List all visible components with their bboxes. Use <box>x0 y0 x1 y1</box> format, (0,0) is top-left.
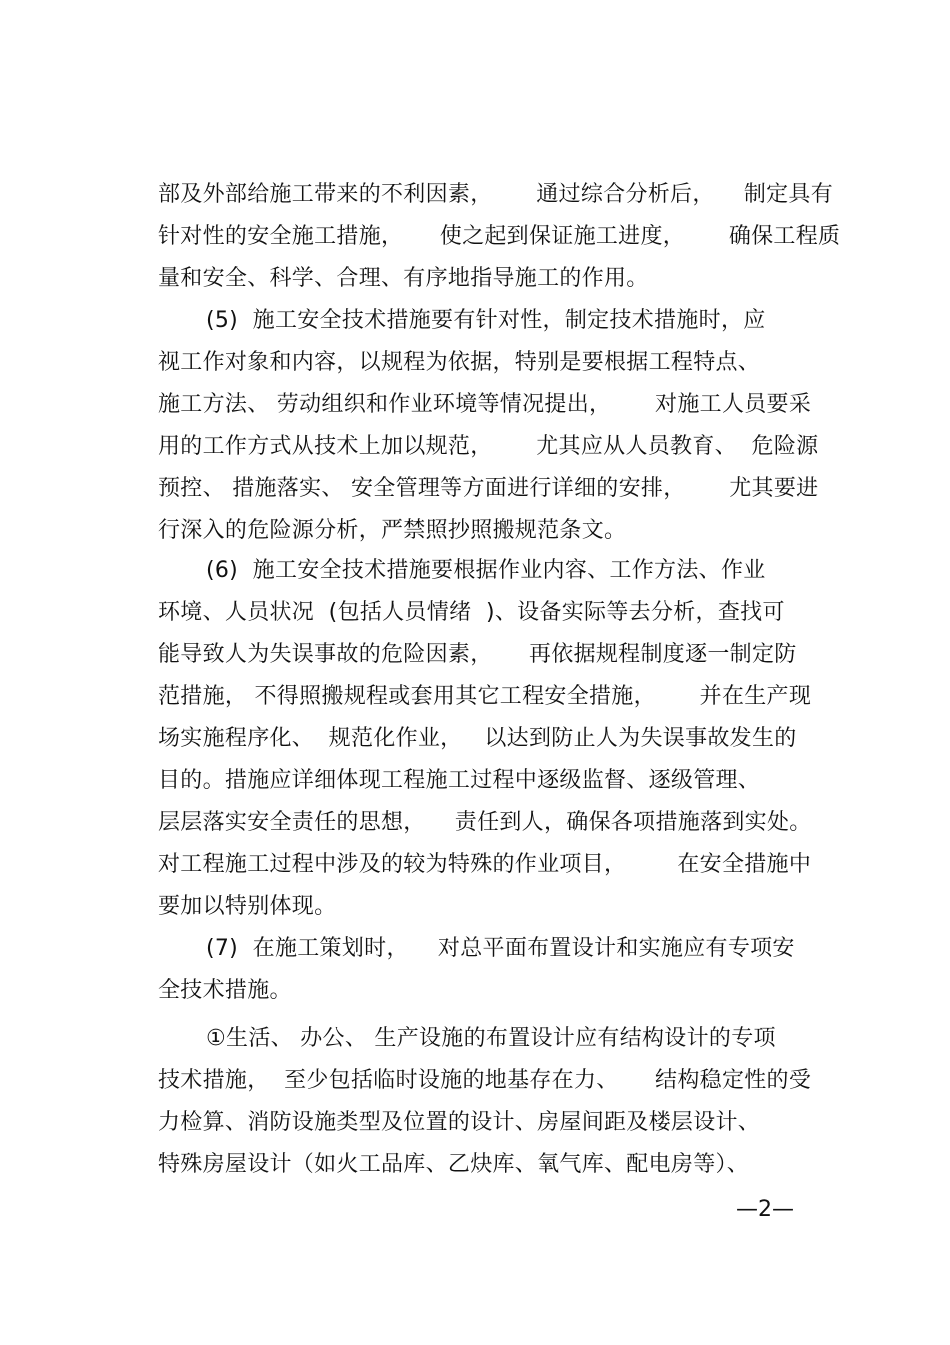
text-line: ①生活、 办公、 生产设施的布置设计应有结构设计的专项 <box>206 1026 776 1051</box>
text-line: 用的工作方式从技术上加以规范， 尤其应从人员教育、 危险源 <box>158 434 819 459</box>
text-line: 对工程施工过程中涉及的较为特殊的作业项目， 在安全措施中 <box>158 852 812 877</box>
text-line: 技术措施， 至少包括临时设施的地基存在力、 结构稳定性的受 <box>158 1068 812 1093</box>
text-line: 行深入的危险源分析，严禁照抄照搬规范条文。 <box>158 518 627 543</box>
text-line: (5) 施工安全技术措施要有针对性，制定技术措施时，应 <box>206 308 766 333</box>
text-line: 层层落实安全责任的思想， 责任到人，确保各项措施落到实处。 <box>158 810 812 835</box>
text-line: 力检算、消防设施类型及位置的设计、房屋间距及楼层设计、 <box>158 1110 761 1135</box>
text-line: 特殊房屋设计（如火工品库、乙炔库、氧气库、配电房等）、 <box>158 1152 750 1177</box>
text-line: 部及外部给施工带来的不利因素， 通过综合分析后， 制定具有 <box>158 182 834 207</box>
text-line: 能导致人为失误事故的危险因素， 再依据规程制度逐一制定防 <box>158 642 797 667</box>
text-line: 场实施程序化、 规范化作业， 以达到防止人为失误事故发生的 <box>158 726 797 751</box>
text-line: 视工作对象和内容，以规程为依据，特别是要根据工程特点、 <box>158 350 761 375</box>
text-line: 施工方法、 劳动组织和作业环境等情况提出， 对施工人员要采 <box>158 392 812 417</box>
text-line: 针对性的安全施工措施， 使之起到保证施工进度， 确保工程质 <box>158 224 841 249</box>
text-line: (6) 施工安全技术措施要根据作业内容、工作方法、作业 <box>206 558 766 583</box>
text-line: 环境、人员状况 (包括人员情绪 )、设备实际等去分析，查找可 <box>158 600 785 625</box>
text-line: (7) 在施工策划时， 对总平面布置设计和实施应有专项安 <box>206 936 795 961</box>
text-line: 要加以特别体现。 <box>158 894 337 919</box>
text-line: 预控、 措施落实、 安全管理等方面进行详细的安排， 尤其要进 <box>158 476 819 501</box>
text-line: 量和安全、科学、合理、有序地指导施工的作用。 <box>158 266 649 291</box>
text-line: 范措施， 不得照搬规程或套用其它工程安全措施， 并在生产现 <box>158 684 812 709</box>
text-line: 全技术措施。 <box>158 978 292 1003</box>
page-number: —2— <box>736 1197 794 1222</box>
text-line: 目的。措施应详细体现工程施工过程中逐级监督、逐级管理、 <box>158 768 761 793</box>
